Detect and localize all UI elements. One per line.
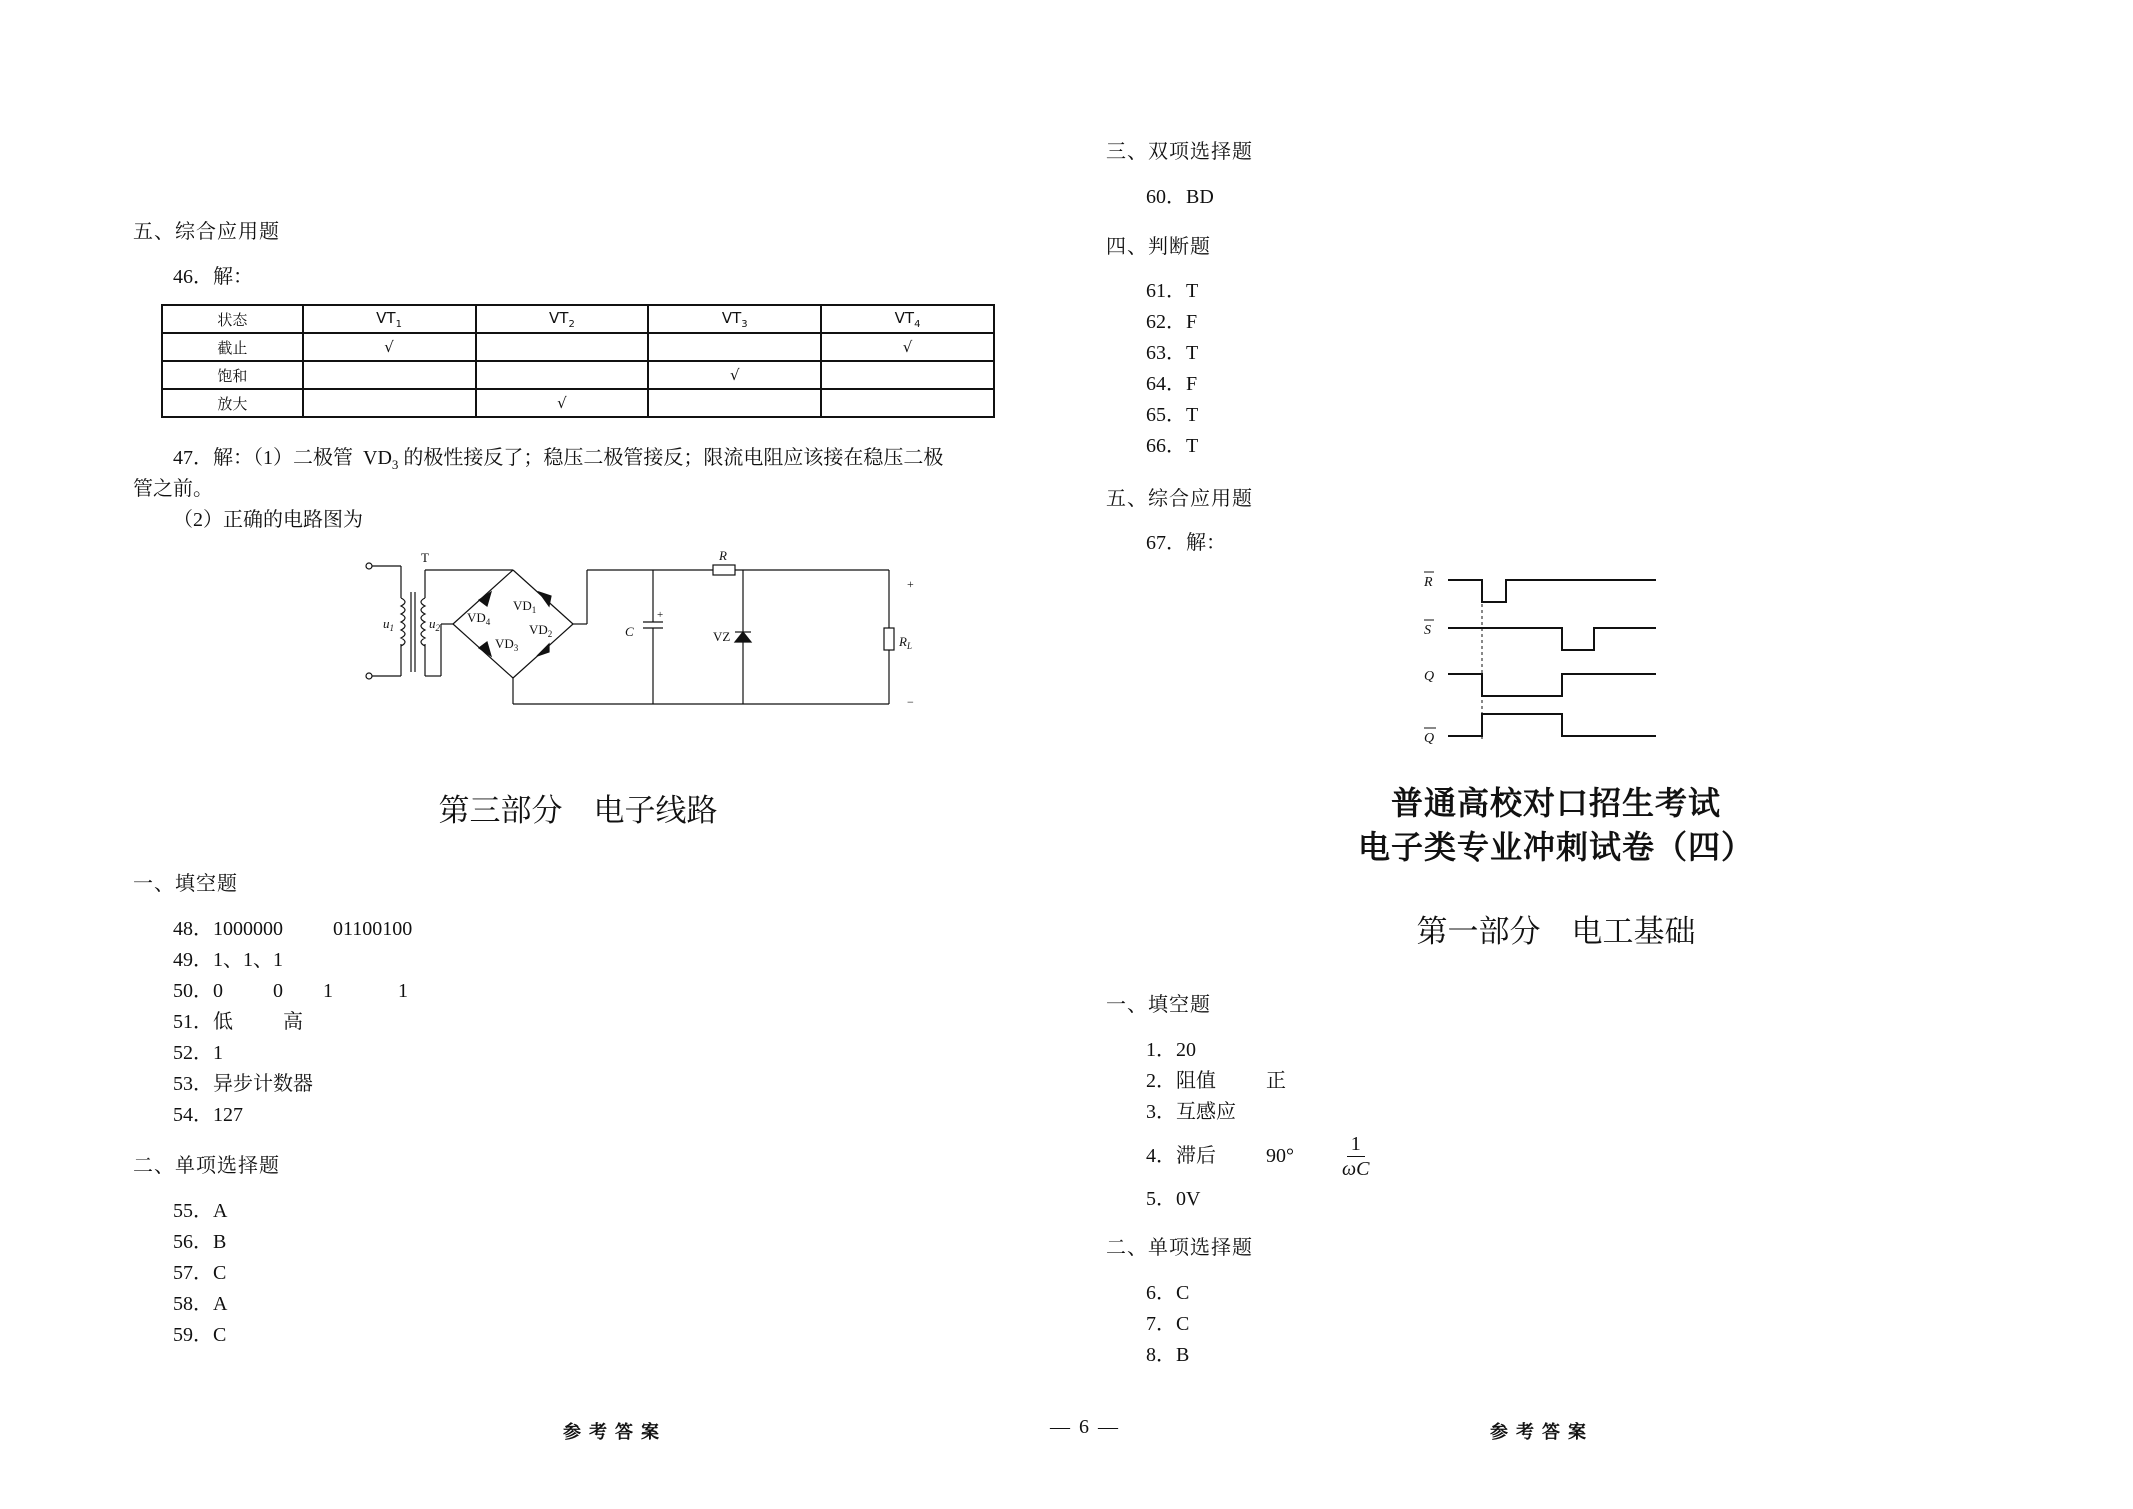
rectifier-circuit-diagram (353, 548, 933, 720)
state-table (161, 304, 995, 418)
table-cell: 截止 (162, 333, 303, 361)
svg-text:+: + (907, 577, 914, 591)
answer-line: 61．T (1146, 280, 1199, 302)
part-1-heading: 第一部分 电工基础 (1416, 914, 1696, 950)
answer-line: 6．C (1146, 1282, 1190, 1304)
answer-line: 7．C (1146, 1313, 1190, 1335)
label-R-bar: R (1424, 575, 1433, 590)
table-header: $VT_4$ (821, 305, 994, 333)
fill-answers (1146, 1035, 1286, 1128)
single-choice-answers (173, 1196, 227, 1351)
table-header: $VT_1$ (303, 305, 476, 333)
answer-line: 50．0 0 1 1 (173, 980, 408, 1002)
answer-line: 51．低 高 (173, 1011, 303, 1033)
exam-title-line1: 普通高校对口招生考试 (1390, 784, 1721, 822)
answer-line: 54．127 (173, 1104, 243, 1126)
table-cell (476, 361, 649, 389)
section-title: 四、判断题 (1106, 234, 1211, 258)
table-row (162, 361, 994, 389)
svg-text:VD3: $VD_3$ (495, 636, 519, 653)
timing-diagram (1416, 566, 1666, 746)
svg-text:C: C (625, 624, 634, 639)
table-cell: √ (821, 333, 994, 361)
answer-line: 52．1 (173, 1042, 223, 1064)
svg-text:VD1: $VD_1$ (513, 598, 537, 615)
table-row (162, 389, 994, 417)
svg-text:VZ: VZ (713, 629, 731, 644)
answer-line: 53．异步计数器 (173, 1073, 313, 1095)
answer-line: 3．互感应 (1146, 1101, 1236, 1123)
label-S-bar: S (1424, 623, 1431, 638)
answer-line: 1．20 (1146, 1039, 1196, 1061)
table-header: $VT_2$ (476, 305, 649, 333)
table-cell (303, 361, 476, 389)
section-title: 五、综合应用题 (133, 219, 280, 243)
table-cell: √ (476, 389, 649, 417)
table-header-row (162, 305, 994, 333)
svg-text:−: − (907, 695, 914, 709)
exam-title-line2: 电子类专业冲刺试卷（四） (1357, 828, 1754, 866)
answer-line: 65．T (1146, 404, 1199, 426)
section-title: 二、单项选择题 (133, 1153, 280, 1177)
table-cell (648, 389, 821, 417)
table-cell (648, 333, 821, 361)
section-title: 二、单项选择题 (1106, 1235, 1253, 1259)
footer-right: 参考答案 (1490, 1422, 1594, 1443)
answer-line: 63．T (1146, 342, 1199, 364)
answer-line: 2．阻值 正 (1146, 1070, 1286, 1092)
answer-line: 58．A (173, 1293, 228, 1315)
table-cell: 放大 (162, 389, 303, 417)
table-header: 状态 (162, 305, 303, 333)
table-cell: √ (303, 333, 476, 361)
table-cell (821, 389, 994, 417)
single-choice-answers (1146, 1278, 1189, 1371)
answer-line: 5．0V (1146, 1188, 1201, 1210)
svg-text:u2: $u_2$ (429, 616, 440, 633)
answer-line: 56．B (173, 1231, 227, 1253)
table-cell (821, 361, 994, 389)
fraction: 1 ωC (1342, 1132, 1370, 1180)
svg-text:R: R (719, 548, 727, 563)
question-47-line1: 47．解：（1）二极管 $VD_3$ 的极性接反了；稳压二极管接反；限流电阻应该接在稳压二极 (173, 447, 944, 472)
answer-line: 57．C (173, 1262, 227, 1284)
label-Q: Q (1424, 669, 1435, 684)
judge-answers (1146, 276, 1198, 462)
svg-text:+: + (657, 609, 664, 621)
table-cell: √ (648, 361, 821, 389)
answer-line: 48．1000000 01100100 (173, 918, 413, 940)
answer-line: 66．T (1146, 435, 1199, 457)
answer-line: 64．F (1146, 373, 1198, 395)
question-46: 46．解： (173, 266, 253, 288)
answer-line: 60．BD (1146, 186, 1214, 208)
page-number: — 6 — (1050, 1416, 1120, 1438)
question-47-line2: 管之前。 (133, 478, 213, 500)
section-title: 一、填空题 (133, 871, 238, 895)
answer-line: 55．A (173, 1200, 228, 1222)
answer-line: 59．C (173, 1324, 227, 1346)
table-cell (476, 333, 649, 361)
footer-left: 参考答案 (563, 1422, 667, 1443)
table-row (162, 333, 994, 361)
svg-text:VD2: $VD_2$ (529, 622, 553, 639)
part-3-heading: 第三部分 电子线路 (438, 793, 718, 829)
question-67: 67．解： (1146, 532, 1226, 554)
answer-line-q4: 4．滞后 90° 1 ωC (1146, 1132, 1370, 1180)
table-header: $VT_3$ (648, 305, 821, 333)
fill-answers (173, 914, 412, 1131)
label-T: T (421, 550, 429, 565)
svg-text:RL: $R_L$ (899, 634, 912, 651)
svg-text:u1: $u_1$ (383, 616, 394, 633)
svg-text:VD4: $VD_4$ (467, 610, 491, 627)
answer-line: 8．B (1146, 1344, 1190, 1366)
section-title: 一、填空题 (1106, 992, 1211, 1016)
section-title: 五、综合应用题 (1106, 486, 1253, 510)
label-Q-bar: Q (1424, 731, 1435, 746)
answer-line: 62．F (1146, 311, 1198, 333)
answer-line: 49．1、1、1 (173, 949, 283, 971)
section-title: 三、双项选择题 (1106, 139, 1253, 163)
table-cell (303, 389, 476, 417)
table-cell: 饱和 (162, 361, 303, 389)
question-47-line3: （2）正确的电路图为 (173, 509, 363, 531)
